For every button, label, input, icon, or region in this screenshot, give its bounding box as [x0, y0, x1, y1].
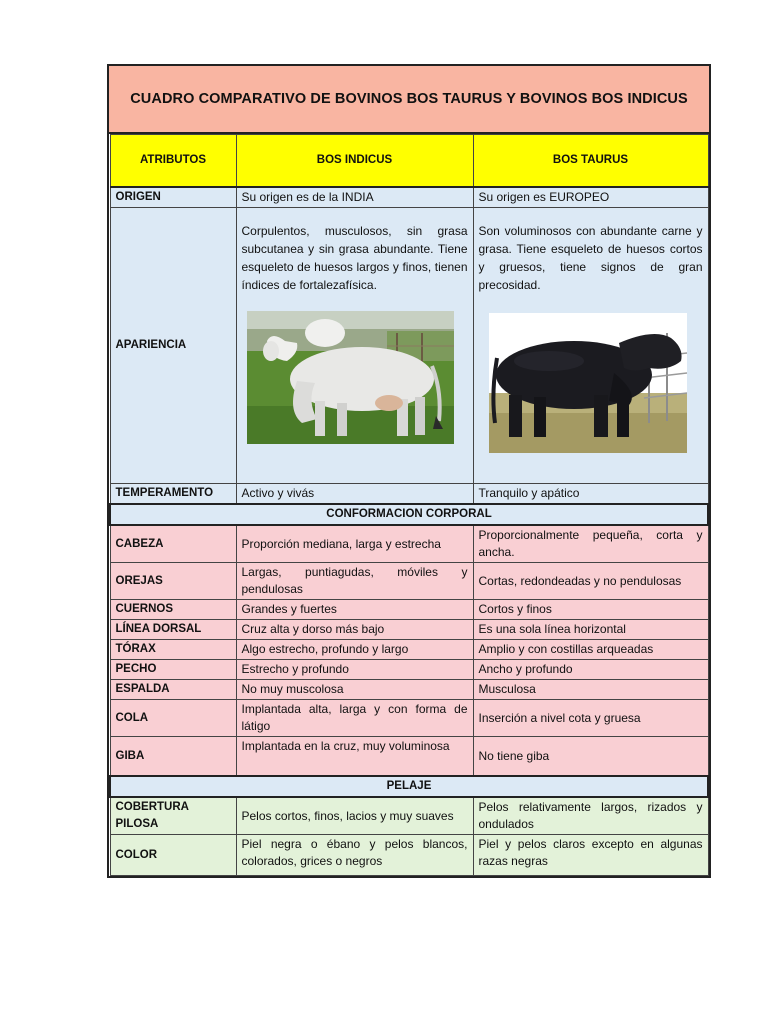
cell-taurus: No tiene giba: [473, 737, 708, 777]
row-giba: [110, 737, 708, 777]
cell-indicus: No muy muscolosa: [236, 680, 473, 700]
cell-taurus: Inserción a nivel cota y gruesa: [473, 700, 708, 737]
row-cabeza: [110, 525, 708, 563]
cell-indicus: Implantada en la cruz, muy voluminosa: [236, 737, 473, 777]
section-pelaje: [110, 776, 708, 797]
row-origen: [110, 187, 708, 208]
row-pecho: [110, 660, 708, 680]
row-label: ESPALDA: [110, 680, 236, 700]
cell-taurus: Proporcionalmente pequeña, corta y ancha.: [473, 525, 708, 563]
apariencia-taurus-text: Son voluminosos con abundante carne y grasa. Tiene esqueleto de huesos cortos y gruesos, tiene signos de gran precosidad.: [478, 224, 703, 292]
cell-taurus: Amplio y con costillas arqueadas: [473, 640, 708, 660]
row-temperamento: [110, 484, 708, 505]
cell-indicus: Activo y vivás: [236, 484, 473, 505]
cell-indicus: Grandes y fuertes: [236, 600, 473, 620]
row-cobertura-pilosa: [110, 797, 708, 835]
row-label: PECHO: [110, 660, 236, 680]
cell-indicus: Su origen es de la INDIA: [236, 187, 473, 208]
row-torax: [110, 640, 708, 660]
cell-taurus: Piel y pelos claros excepto en algunas razas negras: [473, 835, 708, 876]
cell-indicus: Estrecho y profundo: [236, 660, 473, 680]
header-attributes: ATRIBUTOS: [110, 135, 236, 188]
cell-taurus: Pelos relativamente largos, rizados y ondulados: [473, 797, 708, 835]
row-label: TEMPERAMENTO: [110, 484, 236, 505]
cell-taurus: Musculosa: [473, 680, 708, 700]
cell-taurus: Cortos y finos: [473, 600, 708, 620]
row-label: CUERNOS: [110, 600, 236, 620]
angus-bull-photo: [489, 313, 687, 453]
row-label: COLA: [110, 700, 236, 737]
row-label: COLOR: [110, 835, 236, 876]
row-label: OREJAS: [110, 563, 236, 600]
comparison-table: [109, 134, 709, 876]
row-color: [110, 835, 708, 876]
row-orejas: [110, 563, 708, 600]
cell-indicus: Piel negra o ébano y pelos blancos, colorados, grices o negros: [236, 835, 473, 876]
row-label: TÓRAX: [110, 640, 236, 660]
row-label: COBERTURA PILOSA: [110, 797, 236, 835]
apariencia-indicus-text: Corpulentos, musculosos, sin grasa subcutanea y sin grasa abundante. Tiene esqueleto de huesos largos y finos, tienen índices de fortalezafísica.: [241, 224, 468, 292]
row-linea-dorsal: [110, 620, 708, 640]
cell-taurus: Cortas, redondeadas y no pendulosas: [473, 563, 708, 600]
cell-indicus: Proporción mediana, larga y estrecha: [236, 525, 473, 563]
cell-taurus: Su origen es EUROPEO: [473, 187, 708, 208]
row-cola: [110, 700, 708, 737]
header-bos-indicus: BOS INDICUS: [236, 135, 473, 188]
row-espalda: [110, 680, 708, 700]
row-cuernos: [110, 600, 708, 620]
cell-indicus: Algo estrecho, profundo y largo: [236, 640, 473, 660]
row-label: CABEZA: [110, 525, 236, 563]
row-label: APARIENCIA: [110, 208, 236, 484]
document-title: CUADRO COMPARATIVO DE BOVINOS BOS TAURUS Y BOVINOS BOS INDICUS: [109, 66, 709, 134]
row-label: GIBA: [110, 737, 236, 777]
cell-taurus: Es una sola línea horizontal: [473, 620, 708, 640]
cell-indicus: [236, 208, 473, 484]
cell-indicus: Largas, puntiagudas, móviles y pendulosas: [236, 563, 473, 600]
section-title: CONFORMACION CORPORAL: [110, 504, 708, 525]
cell-taurus: Ancho y profundo: [473, 660, 708, 680]
header-row: [110, 135, 708, 188]
section-conformacion: [110, 504, 708, 525]
cell-taurus: [473, 208, 708, 484]
row-apariencia: [110, 208, 708, 484]
cell-indicus: Cruz alta y dorso más bajo: [236, 620, 473, 640]
cell-taurus: Tranquilo y apático: [473, 484, 708, 505]
section-title: PELAJE: [110, 776, 708, 797]
brahman-cow-photo: [247, 311, 454, 444]
row-label: LÍNEA DORSAL: [110, 620, 236, 640]
cell-indicus: Pelos cortos, finos, lacios y muy suaves: [236, 797, 473, 835]
row-label: ORIGEN: [110, 187, 236, 208]
header-bos-taurus: BOS TAURUS: [473, 135, 708, 188]
comparison-sheet: [107, 64, 711, 878]
cell-indicus: Implantada alta, larga y con forma de látigo: [236, 700, 473, 737]
